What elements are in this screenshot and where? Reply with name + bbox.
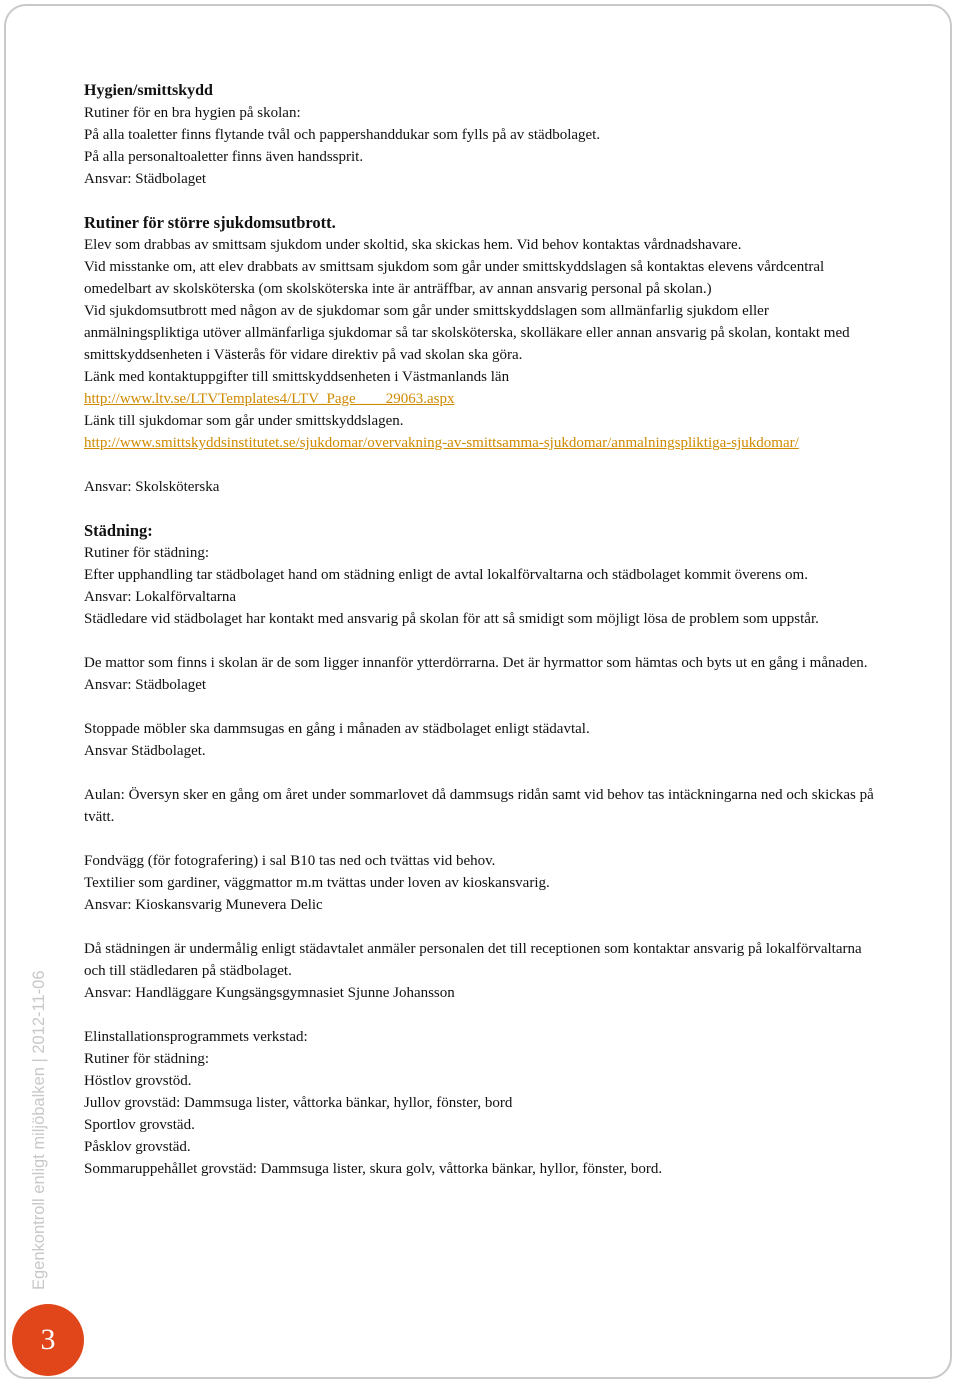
outbreak-responsible: Ansvar: Skolsköterska [84, 479, 220, 495]
outbreak-paragraph: Vid sjukdomsutbrott med någon av de sjukdomar som går under smittskyddslagen som allmänfarlig sjukdom eller anmälningspliktiga utöver allmänfarliga sjukdomar så tar skolsköterska, skolläkare eller annan ansvarig på skolan, kontakt med smittskyddsenheten i Västerås för vidare direktiv på vad skolan ska göra. [84, 303, 850, 363]
workshop-line: Rutiner för städning: [84, 1051, 209, 1067]
outbreak-line: Elev som drabbas av smittsam sjukdom under skoltid, ska skickas hem. Vid behov kontaktas vårdnadshavare. [84, 237, 742, 253]
link-label: Länk till sjukdomar som går under smittskyddslagen. [84, 413, 404, 429]
cleaning-substandard: Då städningen är undermålig enligt städavtalet anmäler personalen det till receptionen som kontaktar ansvarig på lokalförvaltarna och till städledaren på städbolaget. [84, 941, 862, 979]
cleaning-responsible: Ansvar: Kioskansvarig Munevera Delic [84, 897, 323, 913]
hygiene-heading: Hygien/smittskydd [84, 82, 213, 99]
cleaning-furniture: Stoppade möbler ska dammsugas en gång i månaden av städbolaget enligt städavtal. [84, 721, 590, 737]
cleaning-paragraph: Efter upphandling tar städbolaget hand om städning enligt de avtal lokalförvaltarna och städbolaget kommit överens om. [84, 567, 808, 583]
cleaning-aula: Aulan: Översyn sker en gång om året under sommarlovet då dammsugs ridån samt vid behov tas intäckningarna ned och skickas på tvätt. [84, 787, 874, 825]
page-content [84, 80, 884, 1180]
cleaning-paragraph: Städledare vid städbolaget har kontakt med ansvarig på skolan för att så smidigt som möjligt lösa de problem som uppstår. [84, 611, 819, 627]
cleaning-photo-wall: Fondvägg (för fotografering) i sal B10 tas ned och tvättas vid behov. [84, 853, 496, 869]
cleaning-responsible: Ansvar: Handläggare Kungsängsgymnasiet Sjunne Johansson [84, 985, 455, 1001]
cleaning-textiles: Textilier som gardiner, väggmattor m.m tvättas under loven av kioskansvarig. [84, 875, 550, 891]
hygiene-line: Rutiner för en bra hygien på skolan: [84, 105, 301, 121]
hygiene-line: På alla toaletter finns flytande tvål och pappershanddukar som fylls på av städbolaget. [84, 127, 601, 143]
workshop-line: Höstlov grovstöd. [84, 1073, 192, 1089]
outbreak-paragraph: Vid misstanke om, att elev drabbats av smittsam sjukdom som går under smittskyddslagen så kontaktas elevens vårdcentral omedelbart av skolsköterska (om skolsköterska inte är anträffbar, av annan ansvarig personal på skolan.) [84, 259, 825, 297]
hygiene-line: På alla personaltoaletter finns även handssprit. [84, 149, 364, 165]
workshop-heading: Elinstallationsprogrammets verkstad: [84, 1029, 308, 1045]
outbreak-heading: Rutiner för större sjukdomsutbrott. [84, 213, 336, 232]
hygiene-responsible: Ansvar: Städbolaget [84, 171, 207, 187]
cleaning-heading: Städning: [84, 521, 153, 540]
cleaning-routine-label: Rutiner för städning: [84, 545, 209, 561]
page-number-badge: 3 [12, 1304, 84, 1376]
workshop-line: Påsklov grovstäd. [84, 1139, 191, 1155]
link-label: Länk med kontaktuppgifter till smittskyddsenheten i Västmanlands län [84, 369, 510, 385]
workshop-line: Sommaruppehållet grovstäd: Dammsuga lister, skura golv, våttorka bänkar, hyllor, fönster, bord. [84, 1161, 663, 1177]
side-label: Egenkontroll enligt miljöbalken | 2012-11-06 [30, 970, 48, 1290]
cleaning-mats: De mattor som finns i skolan är de som ligger innanför ytterdörrarna. Det är hyrmattor som hämtas och byts ut en gång i månaden. [84, 655, 868, 671]
smittskydd-link[interactable]: http://www.smittskyddsinstitutet.se/sjukdomar/overvakning-av-smittsamma-sjukdomar/anmalningspliktiga-sjukdomar/ [84, 435, 799, 451]
cleaning-responsible: Ansvar Städbolaget. [84, 743, 206, 759]
ltv-link[interactable]: http://www.ltv.se/LTVTemplates4/LTV_Page____29063.aspx [84, 391, 455, 407]
cleaning-responsible: Ansvar: Lokalförvaltarna [84, 589, 237, 605]
workshop-line: Sportlov grovstäd. [84, 1117, 195, 1133]
cleaning-responsible: Ansvar: Städbolaget [84, 677, 207, 693]
workshop-line: Jullov grovstäd: Dammsuga lister, våttorka bänkar, hyllor, fönster, bord [84, 1095, 513, 1111]
